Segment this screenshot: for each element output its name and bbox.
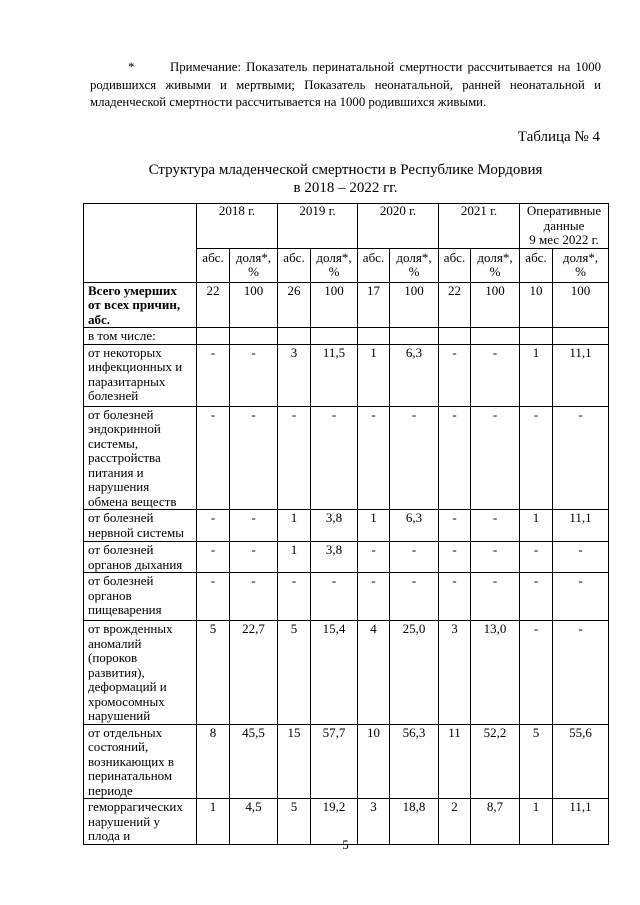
share-value-cell: 11,1	[553, 799, 609, 845]
table-row	[84, 406, 609, 510]
share-value-cell: 6,3	[390, 344, 439, 406]
abs-value-cell: -	[358, 406, 390, 510]
share-header: доля*, %	[230, 248, 278, 282]
abs-value-cell: -	[439, 542, 471, 573]
abs-header: абс.	[520, 248, 553, 282]
share-value-cell: -	[230, 573, 278, 621]
abs-value-cell: 2	[439, 799, 471, 845]
abs-value-cell: -	[520, 621, 553, 725]
share-header: доля*, %	[311, 248, 358, 282]
share-value-cell: 11,5	[311, 344, 358, 406]
footnote-text-line: младенческой смертности рассчитывается на 1000 родившихся живыми.	[90, 95, 487, 109]
share-value-cell: -	[311, 573, 358, 621]
share-value-cell: -	[471, 510, 520, 542]
share-value-cell: 13,0	[471, 621, 520, 725]
abs-value-cell: 22	[197, 282, 230, 328]
row-label: геморрагических нарушений у плода и	[84, 799, 197, 845]
abs-value-cell: -	[197, 406, 230, 510]
abs-value-cell: 1	[520, 344, 553, 406]
period-header: Оперативные данные 9 мес 2022 г.	[520, 204, 609, 249]
share-value-cell	[553, 328, 609, 345]
header-row-periods	[84, 204, 609, 249]
abs-value-cell: 3	[278, 344, 311, 406]
abs-value-cell: -	[197, 542, 230, 573]
table-row	[84, 542, 609, 573]
header-corner-cell	[84, 204, 197, 283]
share-value-cell: 100	[553, 282, 609, 328]
share-value-cell: 11,1	[553, 344, 609, 406]
share-value-cell: 57,7	[311, 724, 358, 799]
share-value-cell: 4,5	[230, 799, 278, 845]
abs-header: абс.	[358, 248, 390, 282]
row-label: в том числе:	[84, 328, 197, 345]
abs-value-cell: -	[278, 573, 311, 621]
share-header: доля*, %	[471, 248, 520, 282]
period-header: 2021 г.	[439, 204, 520, 249]
share-value-cell: 6,3	[390, 510, 439, 542]
table-title-line: в 2018 – 2022 гг.	[293, 180, 398, 196]
table-number: Таблица № 4	[517, 129, 600, 145]
table-title-line: Структура младенческой смертности в Республике Мордовия	[148, 162, 543, 178]
abs-value-cell	[278, 328, 311, 345]
share-value-cell: -	[471, 573, 520, 621]
abs-value-cell: -	[197, 510, 230, 542]
period-header: 2020 г.	[358, 204, 439, 249]
abs-value-cell: 1	[520, 510, 553, 542]
abs-value-cell: 5	[520, 724, 553, 799]
abs-value-cell: 11	[439, 724, 471, 799]
row-label: Всего умерших от всех причин, абс.	[84, 282, 197, 328]
abs-value-cell: 8	[197, 724, 230, 799]
share-value-cell: -	[230, 510, 278, 542]
footnote	[90, 59, 601, 112]
share-value-cell	[390, 328, 439, 345]
row-label: от врожденных аномалий (пороков развития), деформаций и хромосомных нарушений	[84, 621, 197, 725]
table-row	[84, 573, 609, 621]
abs-value-cell: 5	[278, 799, 311, 845]
abs-header: абс.	[197, 248, 230, 282]
abs-value-cell: 26	[278, 282, 311, 328]
table-row	[84, 724, 609, 799]
share-value-cell: -	[230, 344, 278, 406]
share-value-cell: 3,8	[311, 510, 358, 542]
abs-header: абс.	[278, 248, 311, 282]
abs-value-cell: 1	[278, 542, 311, 573]
abs-value-cell: -	[439, 510, 471, 542]
period-header: 2019 г.	[278, 204, 358, 249]
share-value-cell: 18,8	[390, 799, 439, 845]
share-value-cell: -	[230, 542, 278, 573]
share-value-cell: 55,6	[553, 724, 609, 799]
footnote-text-line: родившихся живыми и мертвыми; Показатель неонатальной, ранней неонатальной и	[90, 77, 601, 92]
share-value-cell: 56,3	[390, 724, 439, 799]
abs-value-cell: 4	[358, 621, 390, 725]
abs-value-cell: 1	[358, 510, 390, 542]
row-label: от болезней эндокринной системы, расстройства питания и нарушения обмена веществ	[84, 406, 197, 510]
share-value-cell: -	[230, 406, 278, 510]
share-value-cell: 52,2	[471, 724, 520, 799]
share-value-cell: 25,0	[390, 621, 439, 725]
abs-value-cell: -	[520, 573, 553, 621]
abs-value-cell: -	[197, 573, 230, 621]
footnote-text-line: Примечание: Показатель перинатальной смертности рассчитывается на 1000	[170, 60, 601, 74]
row-label: от болезней органов пищеварения	[84, 573, 197, 621]
row-label: от некоторых инфекционных и паразитарных болезней	[84, 344, 197, 406]
abs-value-cell: -	[439, 406, 471, 510]
abs-value-cell: -	[439, 344, 471, 406]
share-value-cell: -	[311, 406, 358, 510]
share-value-cell: 11,1	[553, 510, 609, 542]
footnote-first-line	[90, 59, 601, 77]
share-value-cell: 100	[230, 282, 278, 328]
share-value-cell: -	[471, 542, 520, 573]
share-value-cell: -	[471, 406, 520, 510]
abs-value-cell: 1	[197, 799, 230, 845]
abs-value-cell	[439, 328, 471, 345]
share-value-cell: 3,8	[311, 542, 358, 573]
abs-value-cell: 5	[197, 621, 230, 725]
row-label: от болезней нервной системы	[84, 510, 197, 542]
share-value-cell: 15,4	[311, 621, 358, 725]
abs-value-cell: 1	[278, 510, 311, 542]
table-row	[84, 328, 609, 345]
share-value-cell: -	[553, 406, 609, 510]
infant-mortality-structure-table	[83, 203, 609, 845]
table-row	[84, 282, 609, 328]
abs-header: абс.	[439, 248, 471, 282]
abs-value-cell	[520, 328, 553, 345]
share-value-cell	[311, 328, 358, 345]
abs-value-cell: 1	[520, 799, 553, 845]
share-value-cell: 100	[390, 282, 439, 328]
share-value-cell: -	[471, 344, 520, 406]
share-value-cell	[230, 328, 278, 345]
abs-value-cell	[358, 328, 390, 345]
share-value-cell: -	[553, 542, 609, 573]
table-row	[84, 344, 609, 406]
share-value-cell: 22,7	[230, 621, 278, 725]
share-value-cell: -	[553, 573, 609, 621]
abs-value-cell: -	[520, 542, 553, 573]
share-header: доля*, %	[553, 248, 609, 282]
abs-value-cell: 17	[358, 282, 390, 328]
abs-value-cell: 10	[358, 724, 390, 799]
abs-value-cell: 1	[358, 344, 390, 406]
footnote-marker: *	[128, 60, 135, 74]
share-value-cell: 100	[471, 282, 520, 328]
table-row	[84, 621, 609, 725]
abs-value-cell: 22	[439, 282, 471, 328]
table-header	[84, 204, 609, 283]
table-title	[83, 161, 608, 197]
table-row	[84, 510, 609, 542]
table-body	[84, 282, 609, 845]
share-value-cell: 19,2	[311, 799, 358, 845]
share-value-cell: -	[390, 406, 439, 510]
share-value-cell: 100	[311, 282, 358, 328]
abs-value-cell: -	[197, 344, 230, 406]
abs-value-cell: 5	[278, 621, 311, 725]
share-value-cell: -	[390, 542, 439, 573]
share-header: доля*, %	[390, 248, 439, 282]
abs-value-cell: -	[439, 573, 471, 621]
share-value-cell: -	[553, 621, 609, 725]
page-number: 5	[342, 837, 349, 852]
abs-value-cell	[197, 328, 230, 345]
row-label: от отдельных состояний, возникающих в перинатальном периоде	[84, 724, 197, 799]
share-value-cell: -	[390, 573, 439, 621]
abs-value-cell: 15	[278, 724, 311, 799]
abs-value-cell: 3	[439, 621, 471, 725]
abs-value-cell: -	[358, 542, 390, 573]
abs-value-cell: -	[520, 406, 553, 510]
abs-value-cell: -	[358, 573, 390, 621]
abs-value-cell: 3	[358, 799, 390, 845]
share-value-cell: 8,7	[471, 799, 520, 845]
period-header: 2018 г.	[197, 204, 278, 249]
share-value-cell	[471, 328, 520, 345]
share-value-cell: 45,5	[230, 724, 278, 799]
abs-value-cell: 10	[520, 282, 553, 328]
abs-value-cell: -	[278, 406, 311, 510]
row-label: от болезней органов дыхания	[84, 542, 197, 573]
